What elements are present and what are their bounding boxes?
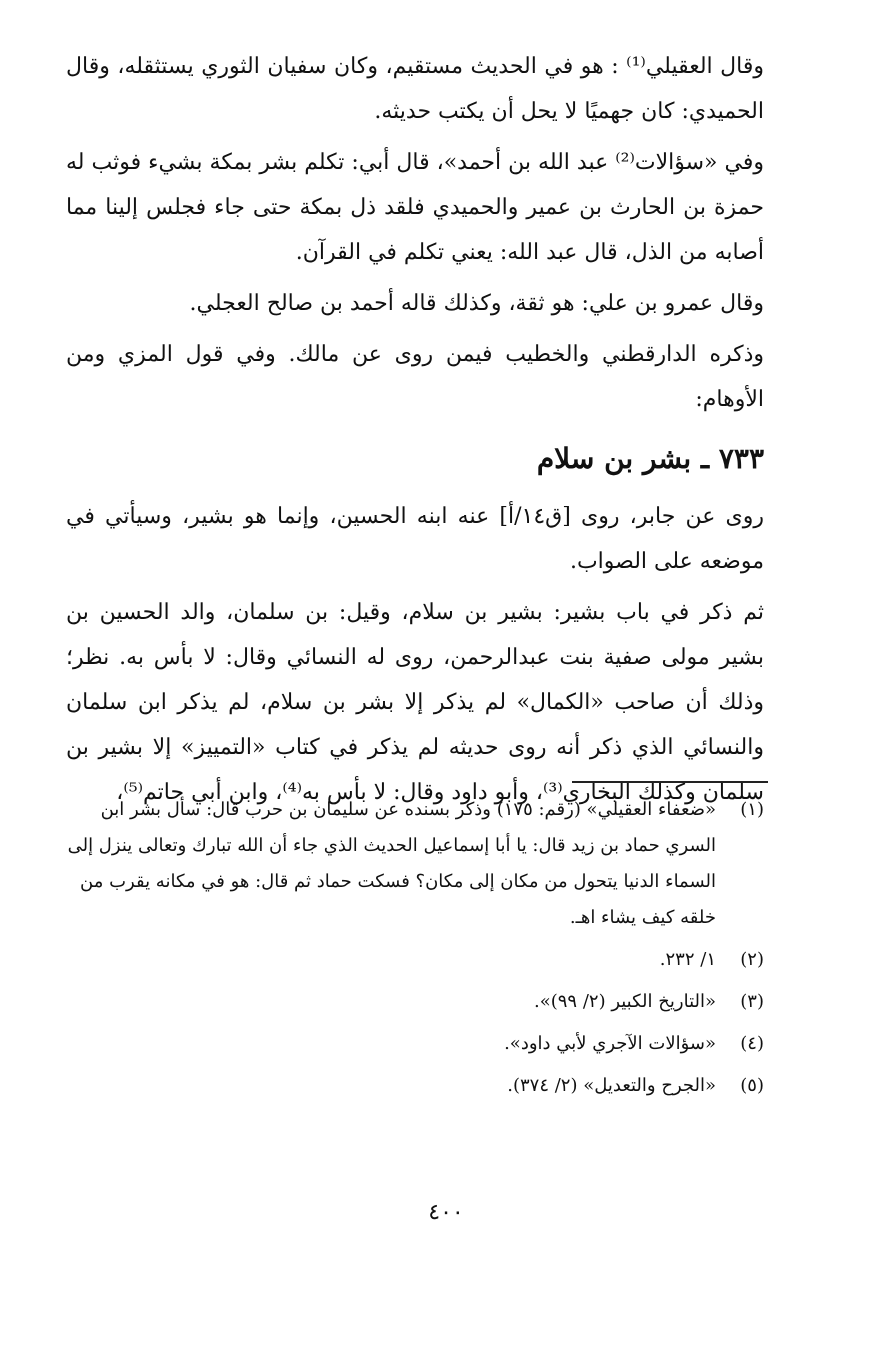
paragraph-2: وفي «سؤالات⁽²⁾ عبد الله بن أحمد»، قال أبي: تكلم بشر بمكة بشيء فوثب له حمزة بن الحارث بن عمير والحميدي فلقد ذل بمكة حتى جاء فجلس إلينا مما أصابه من الذل، قال عبد الله: يعني تكلم في القرآن. (66, 150, 764, 265)
footnote-number: (١) (740, 799, 764, 820)
footnote-number: (٣) (740, 991, 764, 1012)
footnote-separator (572, 781, 768, 783)
footnotes (66, 792, 764, 1110)
paragraph-5: روى عن جابر، روى [ق١٤/أ] عنه ابنه الحسين، وإنما هو بشير، وسيأتي في موضعه على الصواب. (66, 504, 764, 574)
footnote-3 (66, 984, 764, 1020)
footnote-number: (٥) (740, 1075, 764, 1096)
footnote-text: ١/ ٢٣٢. (659, 949, 716, 970)
footnote-text: «سؤالات الآجري لأبي داود». (504, 1033, 716, 1054)
paragraph-1: وقال العقيلي⁽¹⁾ : هو في الحديث مستقيم، وكان سفيان الثوري يستثقله، وقال الحميدي: كان جهميًا لا يحل أن يكتب حديثه. (66, 54, 764, 124)
paragraph-6: ثم ذكر في باب بشير: بشير بن سلام، وقيل: بن سلمان، والد الحسين بن بشير مولى صفية بنت عبدالرحمن، روى له النسائي وقال: لا بأس به. نظر؛ وذلك أن صاحب «الكمال» لم يذكر إلا بشر بن سلام، لم يذكر ابن سلمان والنسائي الذي ذكر أنه روى حديثه لم يذكر في كتاب «التمييز» إلا بشير بن سلمان وكذلك البخاري⁽³⁾، وأبو داود وقال: لا بأس به⁽⁴⁾، وابن أبي حاتم⁽⁵⁾، (66, 600, 764, 805)
footnote-4 (66, 1026, 764, 1062)
entry-heading: ٧٣٣ ـ بشر بن سلام (536, 442, 764, 475)
paragraph-4: وذكره الدارقطني والخطيب فيمن روى عن مالك. وفي قول المزي ومن الأوهام: (66, 342, 764, 412)
footnote-number: (٤) (740, 1033, 764, 1054)
main-text (66, 44, 764, 821)
footnote-text: «الجرح والتعديل» (٢/ ٣٧٤). (507, 1075, 716, 1096)
page-number: ٤٠٠ (428, 1200, 464, 1225)
paragraph-3: وقال عمرو بن علي: هو ثقة، وكذلك قاله أحمد بن صالح العجلي. (189, 291, 764, 316)
footnote-5 (66, 1068, 764, 1104)
footnote-2 (66, 942, 764, 978)
footnote-text: «التاريخ الكبير (٢/ ٩٩)». (534, 991, 716, 1012)
footnote-text: «ضعفاء العقيلي» (رقم: ١٧٥) وذكر بسنده عن سليمان بن حرب قال: سأل بشر ابن السري حماد بن زيد قال: يا أبا إسماعيل الحديث الذي جاء أن الله تبارك وتعالى ينزل إلى السماء الدنيا يتحول من مكان إلى مكان؟ فسكت حماد ثم قال: هو في مكانه يقرب من خلقه كيف يشاء اهـ. (67, 799, 716, 928)
footnote-1 (66, 792, 764, 936)
footnote-number: (٢) (740, 949, 764, 970)
